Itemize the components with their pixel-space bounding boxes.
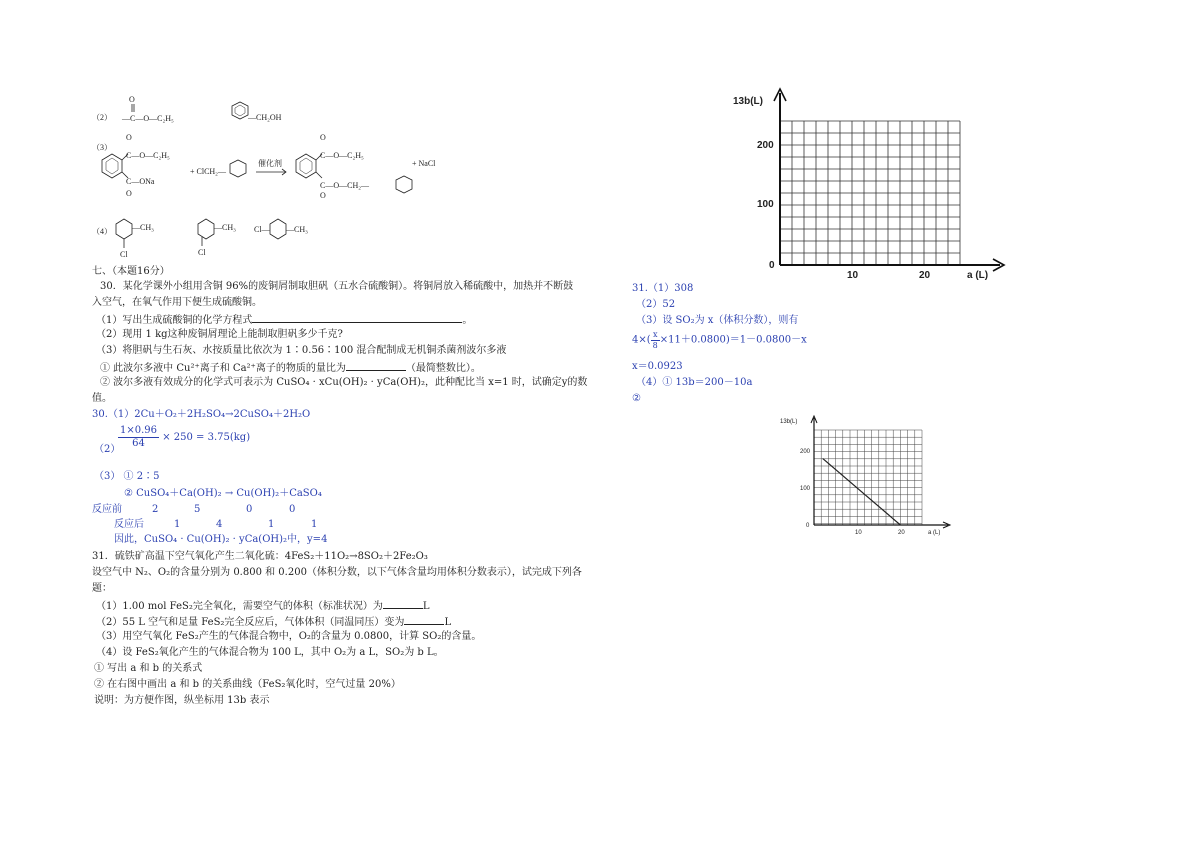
- ortho-chlorotoluene-icon: [116, 219, 132, 239]
- y-axis-label: 13b(L): [780, 419, 798, 425]
- q3-nacl: + NaCl: [412, 159, 436, 168]
- q2-label: （2）: [92, 113, 112, 122]
- answer30-part2-label: （2）: [94, 444, 121, 455]
- answer31-part1: 31.（1）308: [632, 283, 694, 294]
- x-axis-label: a (L): [967, 270, 989, 281]
- q31-part1-text: （1）1.00 mol FeS₂完全氧化，需要空气的体积（标准状况）为: [96, 601, 383, 612]
- q31-part3: （3）用空气氧化 FeS₂产生的气体混合物中，O₂的含量为 0.0800，计算 SO₂的含量。: [96, 631, 482, 642]
- q31-line1: 31．硫铁矿高温下空气氧化产生二氧化硫：4FeS₂＋11O₂→8SO₂＋2Fe₂O₃: [92, 551, 428, 562]
- answer-blank[interactable]: [252, 312, 462, 323]
- q30-part3: （3）将胆矾与生石灰、水按质量比依次为 1∶0.56∶100 混合配制成无机铜杀菌剂波尔多液: [96, 345, 507, 356]
- meta-chlorotoluene-icon: [198, 219, 214, 239]
- q3-prod-ester: C—O—C₂H₅: [320, 151, 364, 160]
- equation-prefix: 4×(: [632, 334, 651, 346]
- q30-part3b-cont: 值。: [92, 393, 112, 404]
- y-tick-label: 100: [800, 486, 811, 492]
- before-value: 5: [194, 504, 201, 515]
- x-tick-label: 10: [855, 530, 862, 536]
- q30-part1: [96, 312, 472, 327]
- oxygen-label: O: [126, 189, 132, 198]
- y-tick-label: 100: [757, 199, 774, 210]
- x-tick-label: 20: [898, 530, 905, 536]
- fraction: [651, 330, 660, 351]
- answer-graph: [778, 412, 958, 547]
- after-label: 反应后: [114, 519, 144, 530]
- benzene-ring-icon: [232, 102, 248, 119]
- after-value: 1: [268, 519, 275, 530]
- methyl-label: —CH₃: [132, 223, 154, 232]
- benzyl-ring-icon: [230, 160, 246, 177]
- methyl-label: —CH₃: [286, 225, 308, 234]
- oxygen-label: O: [320, 133, 326, 142]
- answer30-part2-formula: [118, 425, 250, 450]
- fraction-numerator: 1×0.96: [120, 425, 158, 436]
- chlorine-label: Cl: [198, 248, 206, 257]
- oxygen-label: O: [126, 133, 132, 142]
- q30-part1-end: 。: [462, 315, 473, 326]
- oxygen-label: O: [129, 95, 135, 104]
- answer-blank[interactable]: [404, 614, 444, 625]
- q30-stem-line2: 入空气，在氧气作用下便生成硫酸铜。: [92, 297, 262, 308]
- phthalate-ring-icon: [102, 154, 122, 178]
- answer31-part3: （3）设 SO₂为 x（体积分数），则有: [636, 315, 799, 326]
- x-axis-label: a (L): [928, 530, 941, 536]
- grid-lines: [814, 430, 922, 525]
- q30-part3b: ② 波尔多液有效成分的化学式可表示为 CuSO₄ · xCu(OH)₂ · yCa(OH)₂，此种配比当 x=1 时，试确定y的数: [100, 377, 588, 388]
- before-label: 反应前: [92, 504, 122, 515]
- after-value: 1: [174, 519, 181, 530]
- answer-line: [823, 458, 901, 525]
- q2-ester-group: —C—O—C₂H₅: [122, 114, 174, 123]
- product-ring-icon: [296, 154, 316, 178]
- q31-part4a: ① 写出 a 和 b 的关系式: [94, 663, 203, 674]
- q3-plus-clch2: + ClCH₂—: [190, 167, 226, 176]
- chemistry-structures: [90, 92, 550, 262]
- answer-blank[interactable]: [346, 360, 406, 371]
- chlorine-label: Cl: [120, 250, 128, 259]
- y-tick-label: 0: [806, 523, 810, 529]
- formula-result: × 250 = 3.75(kg): [162, 432, 251, 443]
- chlorine-label: Cl—: [254, 225, 270, 234]
- q31-part1: [96, 598, 430, 613]
- q3-ona: C—ONa: [126, 177, 155, 186]
- q3-prod-benzyl: C—O—CH₂—: [320, 181, 370, 190]
- y-tick-label: 200: [800, 449, 811, 455]
- answer-blank[interactable]: [383, 598, 423, 609]
- product-benzyl-ring-icon: [396, 176, 412, 193]
- answer31-equation: [632, 330, 807, 351]
- after-value: 1: [311, 519, 318, 530]
- blank-graph: [725, 85, 1025, 285]
- answer31-part2: （2）52: [636, 299, 676, 310]
- oxygen-label: O: [320, 191, 326, 200]
- answer30-part3-1: （3） ① 2∶5: [94, 471, 160, 482]
- y-axis-label: 13b(L): [733, 96, 763, 107]
- fraction: [118, 425, 159, 450]
- y-tick-label: 0: [769, 260, 775, 271]
- q31-part2: [96, 614, 451, 629]
- fraction-denominator: 8: [652, 341, 658, 350]
- before-value: 2: [152, 504, 159, 515]
- x-tick-label: 10: [847, 270, 859, 281]
- before-value: 0: [246, 504, 253, 515]
- after-value: 4: [216, 519, 223, 530]
- x-tick-label: 20: [919, 270, 931, 281]
- q3-ester: C—O—C₂H₅: [126, 151, 170, 160]
- q31-part4: （4）设 FeS₂氧化产生的气体混合物为 100 L，其中 O₂为 a L，SO₂为 b L。: [96, 647, 444, 658]
- answer30-conclusion: 因此，CuSO₄ · Cu(OH)₂ · yCa(OH)₂中，y=4: [114, 534, 328, 545]
- q30-part3a: [100, 360, 481, 375]
- methyl-label: —CH₃: [214, 223, 236, 232]
- catalyst-label: 催化剂: [258, 159, 282, 168]
- answer31-part4b: ②: [632, 393, 641, 404]
- q31-note: 说明：为方便作图，纵坐标用 13b 表示: [94, 695, 270, 706]
- answer30-part1: 30.（1）2Cu＋O₂＋2H₂SO₄→2CuSO₄＋2H₂O: [92, 409, 311, 420]
- unit-label: L: [444, 617, 452, 628]
- fraction-denominator: 64: [132, 438, 145, 449]
- answer31-part4: （4）① 13b＝200－10a: [636, 377, 753, 388]
- answer30-part3-2: ② CuSO₄＋Ca(OH)₂ → Cu(OH)₂＋CaSO₄: [124, 488, 322, 499]
- section-heading: 七、（本题16分）: [92, 266, 170, 277]
- q30-part2: （2）现用 1 kg这种废铜屑理论上能制取胆矾多少千克?: [96, 329, 343, 340]
- para-chlorotoluene-icon: [270, 219, 286, 239]
- q30-part1-text: （1）写出生成硫酸铜的化学方程式: [96, 315, 253, 326]
- fraction-numerator: x: [651, 330, 660, 341]
- q31-part2-text: （2）55 L 空气和足量 FeS₂完全反应后，气体体积（同温同压）变为: [96, 617, 405, 628]
- q4-label: （4）: [92, 227, 112, 236]
- y-tick-label: 200: [757, 140, 774, 151]
- q30-part3a-text: ① 此波尔多液中 Cu²⁺离子和 Ca²⁺离子的物质的量比为: [100, 363, 346, 374]
- answer31-result: x＝0.0923: [632, 361, 683, 372]
- q31-line3: 题：: [92, 583, 112, 594]
- q30-part3a-end: （最简整数比）。: [405, 363, 481, 374]
- q2-ch2oh: —CH₂OH: [248, 113, 282, 122]
- equation-suffix: ×11＋0.0800)＝1－0.0800－x: [659, 334, 807, 346]
- grid-lines: [780, 121, 960, 265]
- q30-stem-line1: 30．某化学课外小组用含铜 96%的废铜屑制取胆矾（五水合硫酸铜）。将铜屑放入稀硫酸中，加热并不断鼓: [100, 281, 574, 292]
- before-value: 0: [289, 504, 296, 515]
- q3-label: （3）: [92, 143, 112, 152]
- unit-label: L: [422, 601, 430, 612]
- q31-line2: 设空气中 N₂、O₂的含量分别为 0.800 和 0.200（体积分数，以下气体含量均用体积分数表示），试完成下列各: [92, 567, 582, 578]
- q31-part4b: ② 在右图中画出 a 和 b 的关系曲线（FeS₂氧化时，空气过量 20%）: [94, 679, 401, 690]
